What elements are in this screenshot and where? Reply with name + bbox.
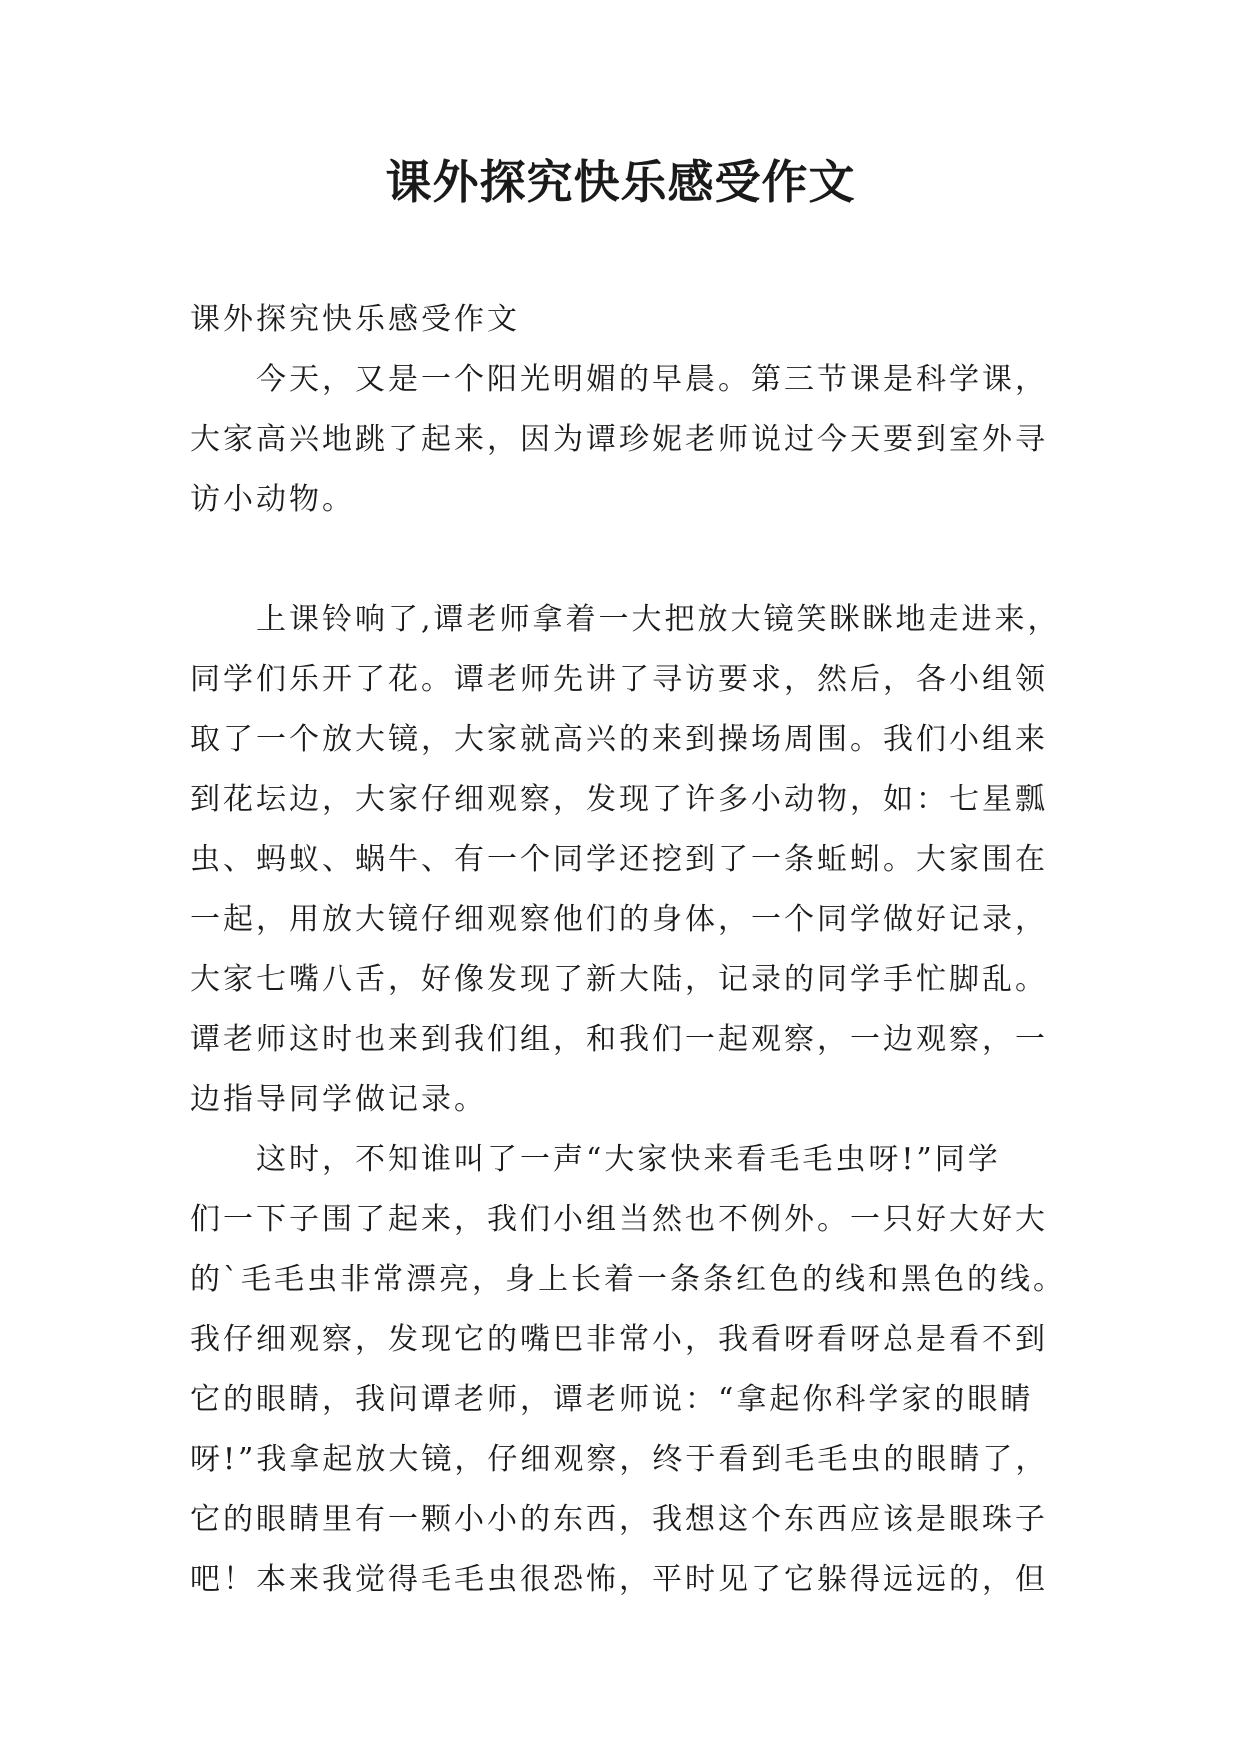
paragraph-line: 今天，又是一个阳光明媚的早晨。第三节课是科学课， [256, 362, 1048, 397]
document-subtitle: 课外探究快乐感受作文 [190, 302, 520, 337]
paragraph-line: 吧！本来我觉得毛毛虫很恐怖，平时见了它躲得远远的，但 [190, 1562, 1048, 1597]
paragraph-line: 一起，用放大镜仔细观察他们的身体，一个同学做好记录， [190, 902, 1048, 937]
paragraph-line: 呀!”我拿起放大镜，仔细观察，终于看到毛毛虫的眼睛了， [190, 1442, 1049, 1477]
paragraph-line: 边指导同学做记录。 [190, 1082, 487, 1117]
paragraph-line: 它的眼睛里有一颗小小的东西，我想这个东西应该是眼珠子 [190, 1502, 1048, 1537]
paragraph-line: 它的眼睛，我问谭老师，谭老师说：“拿起你科学家的眼睛 [190, 1382, 1034, 1417]
document-body [190, 290, 1080, 1610]
paragraph-line: 们一下子围了起来，我们小组当然也不例外。一只好大好大 [190, 1202, 1048, 1237]
paragraph-spacer [190, 530, 1080, 590]
document-title: 课外探究快乐感受作文 [385, 155, 856, 209]
paragraph-line: 访小动物。 [190, 482, 355, 517]
paragraph-line: 的`毛毛虫非常漂亮，身上长着一条条红色的线和黑色的线。 [190, 1262, 1066, 1297]
paragraph-line: 大家七嘴八舌，好像发现了新大陆，记录的同学手忙脚乱。 [190, 962, 1048, 997]
paragraph-line: 虫、蚂蚁、蜗牛、有一个同学还挖到了一条蚯蚓。大家围在 [190, 842, 1048, 877]
paragraph-line: 谭老师这时也来到我们组，和我们一起观察，一边观察，一 [190, 1022, 1048, 1057]
paragraph-line: 到花坛边，大家仔细观察，发现了许多小动物，如：七星瓢 [190, 782, 1048, 817]
paragraph-line: 取了一个放大镜，大家就高兴的来到操场周围。我们小组来 [190, 722, 1048, 757]
paragraph-line: 这时，不知谁叫了一声“大家快来看毛毛虫呀!”同学 [256, 1142, 1001, 1177]
paragraph-line: 我仔细观察，发现它的嘴巴非常小，我看呀看呀总是看不到 [190, 1322, 1048, 1357]
paragraph-line: 同学们乐开了花。谭老师先讲了寻访要求，然后，各小组领 [190, 662, 1048, 697]
paragraph-line: 大家高兴地跳了起来，因为谭珍妮老师说过今天要到室外寻 [190, 422, 1048, 457]
paragraph-line: 上课铃响了,谭老师拿着一大把放大镜笑眯眯地走进来， [256, 602, 1061, 637]
